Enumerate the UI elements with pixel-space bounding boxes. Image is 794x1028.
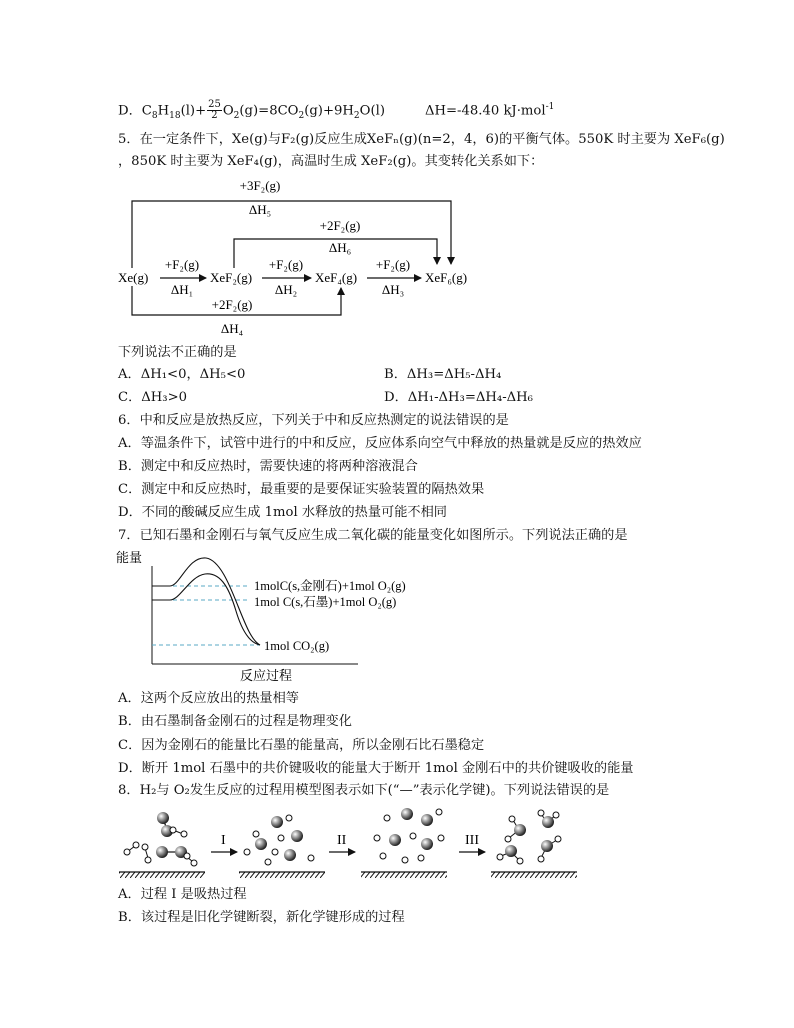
q6-stem: 6．中和反应是放热反应，下列关于中和反应热测定的说法错误的是 <box>118 413 509 428</box>
mid-reagent: +2F₂(g) <box>319 218 361 233</box>
bottom-reagent: +2F₂(g) <box>211 297 253 312</box>
diamond-curve <box>152 558 260 645</box>
step1-reagent: +F₂(g) <box>164 257 200 272</box>
x-axis-label: 反应过程 <box>240 668 293 683</box>
species-xef2: XeF₂(g) <box>210 270 253 285</box>
q5-option-d[interactable]: D．ΔH₁-ΔH₃=ΔH₄-ΔH₆ <box>384 390 533 405</box>
fraction-25-over-2: $\frac{25}{2}$ <box>208 99 221 122</box>
q7-option-c[interactable]: C．因为金刚石的能量比石墨的能量高，所以金刚石比石墨稳定 <box>118 738 485 753</box>
label-step-1: I <box>221 833 226 848</box>
panel-3-atoms <box>361 808 447 878</box>
panel-2-atoms <box>239 815 325 878</box>
step1-dh: ΔH₁ <box>170 282 194 297</box>
step3-dh: ΔH₃ <box>381 282 405 297</box>
level-graphite-label: 1mol C(s,石墨)+1mol O₂(g) <box>254 595 397 609</box>
step2-reagent: +F₂(g) <box>268 257 304 272</box>
panel-4-water-molecules <box>491 810 577 878</box>
q5-conversion-diagram <box>110 172 490 340</box>
top-reagent: +3F₂(g) <box>239 178 281 193</box>
label-step-3: III <box>465 833 479 848</box>
q6-option-d[interactable]: D．不同的酸碱反应生成 1mol 水释放的热量可能不相同 <box>118 505 447 520</box>
label-step-2: II <box>337 833 347 848</box>
q7-option-a[interactable]: A．这两个反应放出的热量相等 <box>118 691 299 706</box>
bottom-dh: ΔH₄ <box>220 321 244 336</box>
q8-stem: 8．H₂与 O₂发生反应的过程用模型图表示如下(“—”表示化学键)。下列说法错误的是 <box>118 783 610 798</box>
q5-option-c[interactable]: C．ΔH₃>0 <box>118 390 188 405</box>
q5-option-b[interactable]: B．ΔH₃=ΔH₅-ΔH₄ <box>384 367 502 382</box>
top-dh: ΔH₅ <box>248 202 272 217</box>
mid-dh: ΔH₆ <box>328 240 352 255</box>
q5-option-a[interactable]: A．ΔH₁<0，ΔH₅<0 <box>118 367 246 382</box>
q5-stem-line1: 5．在一定条件下，Xe(g)与F₂(g)反应生成XeFₙ(g)(n=2，4，6)的平衡气体。550K 时主要为 XeF₆(g) <box>118 132 725 147</box>
q8-molecular-model-diagram <box>115 800 595 882</box>
species-xef6: XeF₆(g) <box>425 270 468 285</box>
q8-option-b[interactable]: B．该过程是旧化学键断裂，新化学键形成的过程 <box>118 910 405 925</box>
q5-stem-line2: ，850K 时主要为 XeF₄(g)，高温时生成 XeF₂(g)。其变转化关系如下： <box>118 154 544 169</box>
q7-energy-diagram <box>110 546 450 686</box>
species-xef4: XeF₄(g) <box>315 270 358 285</box>
q5-question: 下列说法不正确的是 <box>118 345 237 360</box>
q4-option-d[interactable]: D．$C_8H_{18}(l)+$ $\frac{25}{2}$ $O_2(g)=8CO_2(g)+9H_2O(l)$ ΔH=-48.40 kJ·mol$^{-1}$ <box>118 99 555 122</box>
level-diamond-label: 1molC(s,金刚石)+1mol O₂(g) <box>254 579 406 593</box>
q8-option-a[interactable]: A．过程 I 是吸热过程 <box>118 887 247 902</box>
level-co2-label: 1mol CO₂(g) <box>264 639 330 653</box>
panel-1-molecules <box>119 812 205 878</box>
q6-option-c[interactable]: C．测定中和反应热时，最重要的是要保证实验装置的隔热效果 <box>118 482 485 497</box>
q6-option-a[interactable]: A．等温条件下，试管中进行的中和反应，反应体系向空气中释放的热量就是反应的热效应 <box>118 436 642 451</box>
y-axis-label: 能量 <box>116 550 143 565</box>
step2-dh: ΔH₂ <box>274 282 298 297</box>
step3-reagent: +F₂(g) <box>375 257 411 272</box>
q6-option-b[interactable]: B．测定中和反应热时，需要快速的将两种溶液混合 <box>118 459 418 474</box>
species-xe: Xe(g) <box>118 270 149 285</box>
q7-option-d[interactable]: D．断开 1mol 石墨中的共价键吸收的能量大于断开 1mol 金刚石中的共价键吸收的能量 <box>118 761 634 776</box>
q7-stem: 7．已知石墨和金刚石与氧气反应生成二氧化碳的能量变化如图所示。下列说法正确的是 <box>118 528 628 543</box>
q7-option-b[interactable]: B．由石墨制备金刚石的过程是物理变化 <box>118 714 352 729</box>
graphite-curve <box>152 574 260 645</box>
